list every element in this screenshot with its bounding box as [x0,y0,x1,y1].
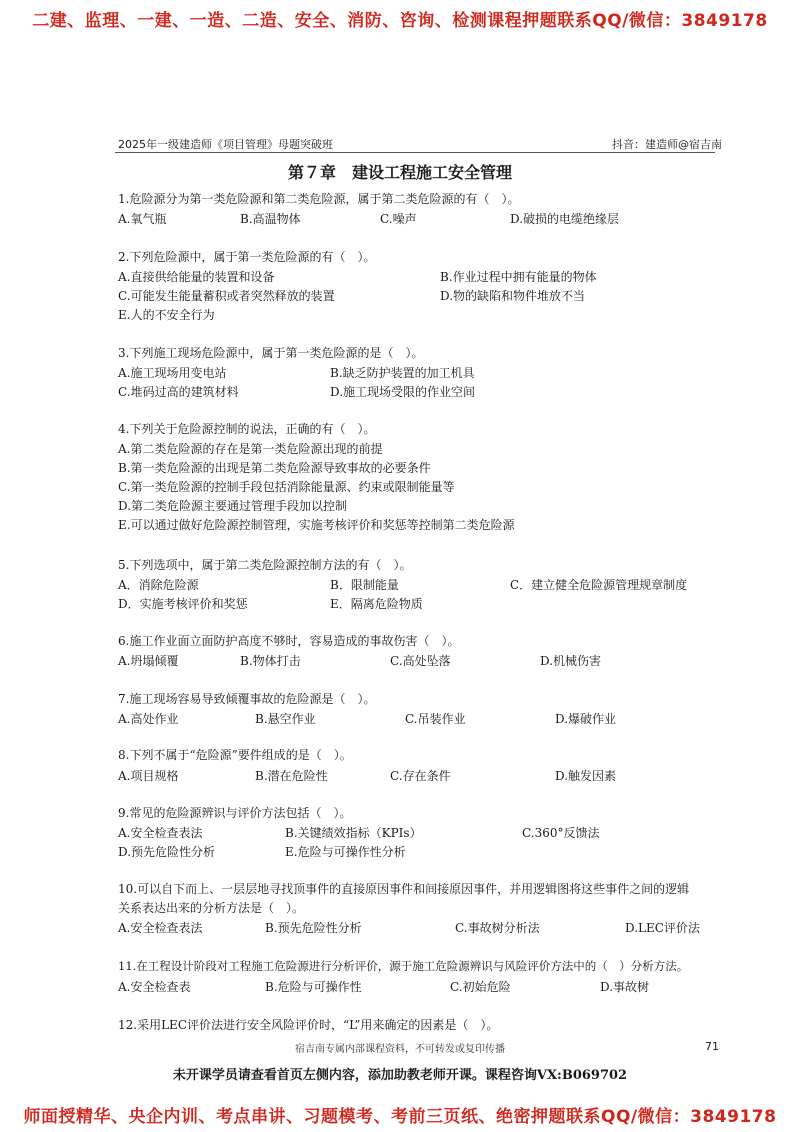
question-6-stem: 6.施工作业面立面防护高度不够时，容易造成的事故伤害（ ）。 [118,634,460,648]
question-5-option-a: A．消除危险源 [118,578,199,592]
question-11-option-c: C.初始危险 [450,980,511,994]
question-8-stem: 8.下列不属于“危险源”要件组成的是（ ）。 [118,748,352,762]
question-3-option-c: C.堆码过高的建筑材料 [118,385,239,399]
enrollment-notice: 未开课学员请查看首页左侧内容，添加助教老师开课。课程咨询VX:B069702 [172,1068,628,1083]
question-10-stem: 10.可以自下而上、一层层地寻找顶事件的直接原因事件和间接原因事件，并用逻辑图将这些事件之间的逻辑 [118,882,690,896]
question-11-option-d: D.事故树 [600,980,650,994]
question-10-option-b: B.预先危险性分析 [265,921,362,935]
question-5-option-b: B．限制能量 [330,578,399,592]
question-11-option-a: A.安全检查表 [118,980,191,994]
question-5-stem: 5.下列选项中，属于第二类危险源控制方法的有（ ）。 [118,558,412,572]
page-footer: 宿吉南专属内部课程资料，不可转发或复印传播 [295,1044,505,1055]
question-10-option-a: A.安全检查表法 [118,921,203,935]
question-9-option-e: E.危险与可操作性分析 [285,845,406,859]
bottom-banner: 师面授精华、央企内训、考点串讲、习题模考、考前三页纸、绝密押题联系QQ/微信：3849178 [23,1107,777,1127]
question-10-option-d: D.LEC评价法 [625,921,700,935]
question-2-option-a: A.直接供给能量的装置和设备 [118,270,275,284]
question-6-option-c: C.高处坠落 [390,654,451,668]
question-4-option-e: E.可以通过做好危险源控制管理，实施考核评价和奖惩等控制第二类危险源 [118,518,515,532]
question-10-stem-continued: 关系表达出来的分析方法是（ ）。 [118,901,305,915]
question-1-stem: 1.危险源分为第一类危险源和第二类危险源，属于第二类危险源的有（ ）。 [118,192,520,206]
question-9-option-d: D.预先危险性分析 [118,845,216,859]
question-8-option-a: A.项目规格 [118,769,179,783]
question-4-stem: 4.下列关于危险源控制的说法，正确的有（ ）。 [118,422,376,436]
question-5-option-e: E．隔离危险物质 [330,597,423,611]
question-4-option-b: B.第一类危险源的出现是第二类危险源导致事故的必要条件 [118,461,431,475]
header-course-title: 2025年一级建造师《项目管理》母题突破班 [118,138,333,151]
question-3-option-a: A.施工现场用变电站 [118,366,227,380]
question-9-option-b: B.关键绩效指标（KPIs） [285,826,422,840]
top-banner: 二建、监理、一建、一造、二造、安全、消防、咨询、检测课程押题联系QQ/微信：3849178 [32,11,768,31]
question-11-stem: 11.在工程设计阶段对工程施工危险源进行分析评价，源于施工危险源辨识与风险评价方法中的（ ）分析方法。 [118,959,689,973]
question-12-stem: 12.采用LEC评价法进行安全风险评价时，“L”用来确定的因素是（ ）。 [118,1018,499,1032]
question-4-option-a: A.第二类危险源的存在是第一类危险源出现的前提 [118,442,383,456]
question-1-option-c: C.噪声 [380,212,417,226]
question-10-option-c: C.事故树分析法 [455,921,540,935]
question-2-stem: 2.下列危险源中，属于第一类危险源的有（ ）。 [118,250,376,264]
question-4-option-d: D.第二类危险源主要通过管理手段加以控制 [118,499,348,513]
question-11-option-b: B.危险与可操作性 [265,980,362,994]
page-number: 71 [705,1040,719,1053]
question-9-stem: 9.常见的危险源辨识与评价方法包括（ ）。 [118,806,352,820]
question-7-option-d: D.爆破作业 [555,712,617,726]
question-5-option-d: D．实施考核评价和奖惩 [118,597,248,611]
question-2-option-e: E.人的不安全行为 [118,308,215,322]
question-8-option-b: B.潜在危险性 [255,769,328,783]
question-4-option-c: C.第一类危险源的控制手段包括消除能量源、约束或限制能量等 [118,480,455,494]
question-2-option-d: D.物的缺陷和物件堆放不当 [440,289,586,303]
question-1-option-d: D.破损的电缆绝缘层 [510,212,620,226]
question-9-option-a: A.安全检查表法 [118,826,203,840]
question-7-option-b: B.悬空作业 [255,712,316,726]
question-1-option-a: A.氧气瓶 [118,212,167,226]
question-9-option-c: C.360°反馈法 [522,826,600,840]
question-6-option-a: A.坍塌倾覆 [118,654,179,668]
question-7-option-a: A.高处作业 [118,712,179,726]
header-divider [115,152,715,153]
question-5-option-c: C．建立健全危险源管理规章制度 [510,578,688,592]
question-7-option-c: C.吊装作业 [405,712,466,726]
question-1-option-b: B.高温物体 [240,212,301,226]
question-8-option-d: D.触发因素 [555,769,617,783]
question-8-option-c: C.存在条件 [390,769,451,783]
question-6-option-b: B.物体打击 [240,654,301,668]
question-2-option-c: C.可能发生能量蓄积或者突然释放的装置 [118,289,335,303]
question-3-option-d: D.施工现场受限的作业空间 [330,385,476,399]
question-3-stem: 3.下列施工现场危险源中，属于第一类危险源的是（ ）。 [118,346,424,360]
header-author: 抖音：建造师@宿吉南 [612,138,722,151]
question-2-option-b: B.作业过程中拥有能量的物体 [440,270,597,284]
question-6-option-d: D.机械伤害 [540,654,602,668]
question-3-option-b: B.缺乏防护装置的加工机具 [330,366,475,380]
chapter-title: 第７章 建设工程施工安全管理 [287,163,512,182]
question-7-stem: 7.施工现场容易导致倾覆事故的危险源是（ ）。 [118,692,376,706]
